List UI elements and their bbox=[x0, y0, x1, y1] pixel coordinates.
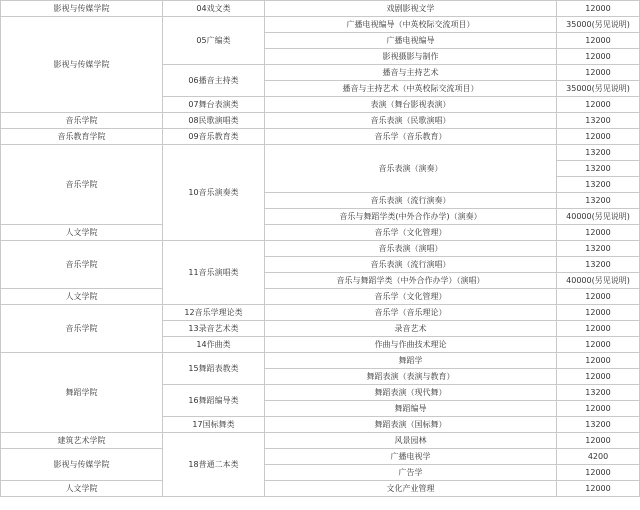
table-row bbox=[1, 129, 640, 145]
major-cell: 音乐表演（流行演奏） bbox=[265, 193, 557, 209]
major-cell: 录音艺术 bbox=[265, 321, 557, 337]
college-cell: 影视与传媒学院 bbox=[1, 1, 163, 17]
major-cell: 播音与主持艺术（中英校际交流项目） bbox=[265, 81, 557, 97]
major-cell: 舞蹈编导 bbox=[265, 401, 557, 417]
major-cell: 音乐学（文化管理） bbox=[265, 289, 557, 305]
fee-cell: 12000 bbox=[557, 305, 640, 321]
major-cell: 表演（舞台影视表演） bbox=[265, 97, 557, 113]
major-cell: 舞蹈表演（国标舞） bbox=[265, 417, 557, 433]
table-row bbox=[1, 305, 640, 321]
fee-cell: 12000 bbox=[557, 129, 640, 145]
major-cell: 音乐表演（演奏） bbox=[265, 145, 557, 193]
major-cell: 文化产业管理 bbox=[265, 481, 557, 497]
fee-cell: 40000(另见说明) bbox=[557, 209, 640, 225]
fee-cell: 13200 bbox=[557, 257, 640, 273]
fee-cell: 4200 bbox=[557, 449, 640, 465]
fee-cell: 13200 bbox=[557, 177, 640, 193]
category-cell: 13录音艺术类 bbox=[163, 321, 265, 337]
category-cell: 16舞蹈编导类 bbox=[163, 385, 265, 417]
major-cell: 广播电视编导（中英校际交流项目） bbox=[265, 17, 557, 33]
fee-cell: 12000 bbox=[557, 225, 640, 241]
fee-cell: 12000 bbox=[557, 1, 640, 17]
table-row bbox=[1, 17, 640, 33]
major-cell: 戏剧影视文学 bbox=[265, 1, 557, 17]
major-cell: 播音与主持艺术 bbox=[265, 65, 557, 81]
major-cell: 音乐表演（流行演唱） bbox=[265, 257, 557, 273]
fee-cell: 12000 bbox=[557, 481, 640, 497]
fee-cell: 13200 bbox=[557, 145, 640, 161]
table-row bbox=[1, 449, 640, 465]
category-cell: 06播音主持类 bbox=[163, 65, 265, 97]
category-cell: 17国标舞类 bbox=[163, 417, 265, 433]
college-cell: 音乐学院 bbox=[1, 241, 163, 289]
fee-cell: 13200 bbox=[557, 417, 640, 433]
college-cell: 影视与传媒学院 bbox=[1, 17, 163, 113]
college-cell: 音乐教育学院 bbox=[1, 129, 163, 145]
category-cell: 05广编类 bbox=[163, 17, 265, 65]
fee-cell: 35000(另见说明) bbox=[557, 17, 640, 33]
fee-cell: 12000 bbox=[557, 97, 640, 113]
major-cell: 音乐与舞蹈学类(中外合作办学)（演奏） bbox=[265, 209, 557, 225]
college-cell: 人文学院 bbox=[1, 481, 163, 497]
table-row bbox=[1, 145, 640, 161]
major-cell: 广告学 bbox=[265, 465, 557, 481]
major-cell: 音乐学（文化管理） bbox=[265, 225, 557, 241]
fee-cell: 12000 bbox=[557, 401, 640, 417]
table-row bbox=[1, 481, 640, 497]
fee-cell: 13200 bbox=[557, 193, 640, 209]
fee-cell: 12000 bbox=[557, 337, 640, 353]
table-row bbox=[1, 353, 640, 369]
major-cell: 广播电视编导 bbox=[265, 33, 557, 49]
category-cell: 15舞蹈表教类 bbox=[163, 353, 265, 385]
category-cell: 14作曲类 bbox=[163, 337, 265, 353]
fee-cell: 12000 bbox=[557, 433, 640, 449]
fee-cell: 13200 bbox=[557, 241, 640, 257]
major-cell: 舞蹈学 bbox=[265, 353, 557, 369]
fee-cell: 12000 bbox=[557, 465, 640, 481]
major-cell: 风景园林 bbox=[265, 433, 557, 449]
major-cell: 广播电视学 bbox=[265, 449, 557, 465]
fee-cell: 12000 bbox=[557, 353, 640, 369]
fee-cell: 12000 bbox=[557, 33, 640, 49]
table-row bbox=[1, 289, 640, 305]
table-row bbox=[1, 433, 640, 449]
category-cell: 10音乐演奏类 bbox=[163, 145, 265, 241]
category-cell: 04戏文类 bbox=[163, 1, 265, 17]
major-cell: 作曲与作曲技术理论 bbox=[265, 337, 557, 353]
fee-cell: 13200 bbox=[557, 385, 640, 401]
category-cell: 11音乐演唱类 bbox=[163, 241, 265, 305]
fee-cell: 35000(另见说明) bbox=[557, 81, 640, 97]
table-row bbox=[1, 241, 640, 257]
fee-cell: 12000 bbox=[557, 369, 640, 385]
fee-cell: 13200 bbox=[557, 113, 640, 129]
college-cell: 建筑艺术学院 bbox=[1, 433, 163, 449]
college-cell: 音乐学院 bbox=[1, 113, 163, 129]
major-cell: 音乐表演（演唱） bbox=[265, 241, 557, 257]
table-row bbox=[1, 113, 640, 129]
fee-cell: 12000 bbox=[557, 65, 640, 81]
college-cell: 影视与传媒学院 bbox=[1, 449, 163, 481]
category-cell: 07舞台表演类 bbox=[163, 97, 265, 113]
major-cell: 音乐与舞蹈学类（中外合作办学）（演唱） bbox=[265, 273, 557, 289]
fee-cell: 12000 bbox=[557, 321, 640, 337]
fee-cell: 13200 bbox=[557, 161, 640, 177]
table-row bbox=[1, 1, 640, 17]
category-cell: 12音乐学理论类 bbox=[163, 305, 265, 321]
major-cell: 音乐学（音乐教育） bbox=[265, 129, 557, 145]
major-cell: 舞蹈表演（现代舞） bbox=[265, 385, 557, 401]
major-cell: 影视摄影与制作 bbox=[265, 49, 557, 65]
fee-cell: 12000 bbox=[557, 49, 640, 65]
college-cell: 人文学院 bbox=[1, 225, 163, 241]
college-cell: 人文学院 bbox=[1, 289, 163, 305]
college-cell: 音乐学院 bbox=[1, 305, 163, 353]
college-cell: 舞蹈学院 bbox=[1, 353, 163, 433]
category-cell: 18普通二本类 bbox=[163, 433, 265, 497]
major-cell: 音乐表演（民歌演唱） bbox=[265, 113, 557, 129]
table-row bbox=[1, 225, 640, 241]
major-cell: 舞蹈表演（表演与教育） bbox=[265, 369, 557, 385]
category-cell: 09音乐教育类 bbox=[163, 129, 265, 145]
category-cell: 08民歌演唱类 bbox=[163, 113, 265, 129]
fee-cell: 12000 bbox=[557, 289, 640, 305]
college-cell: 音乐学院 bbox=[1, 145, 163, 225]
fee-cell: 40000(另见说明) bbox=[557, 273, 640, 289]
major-cell: 音乐学（音乐理论） bbox=[265, 305, 557, 321]
